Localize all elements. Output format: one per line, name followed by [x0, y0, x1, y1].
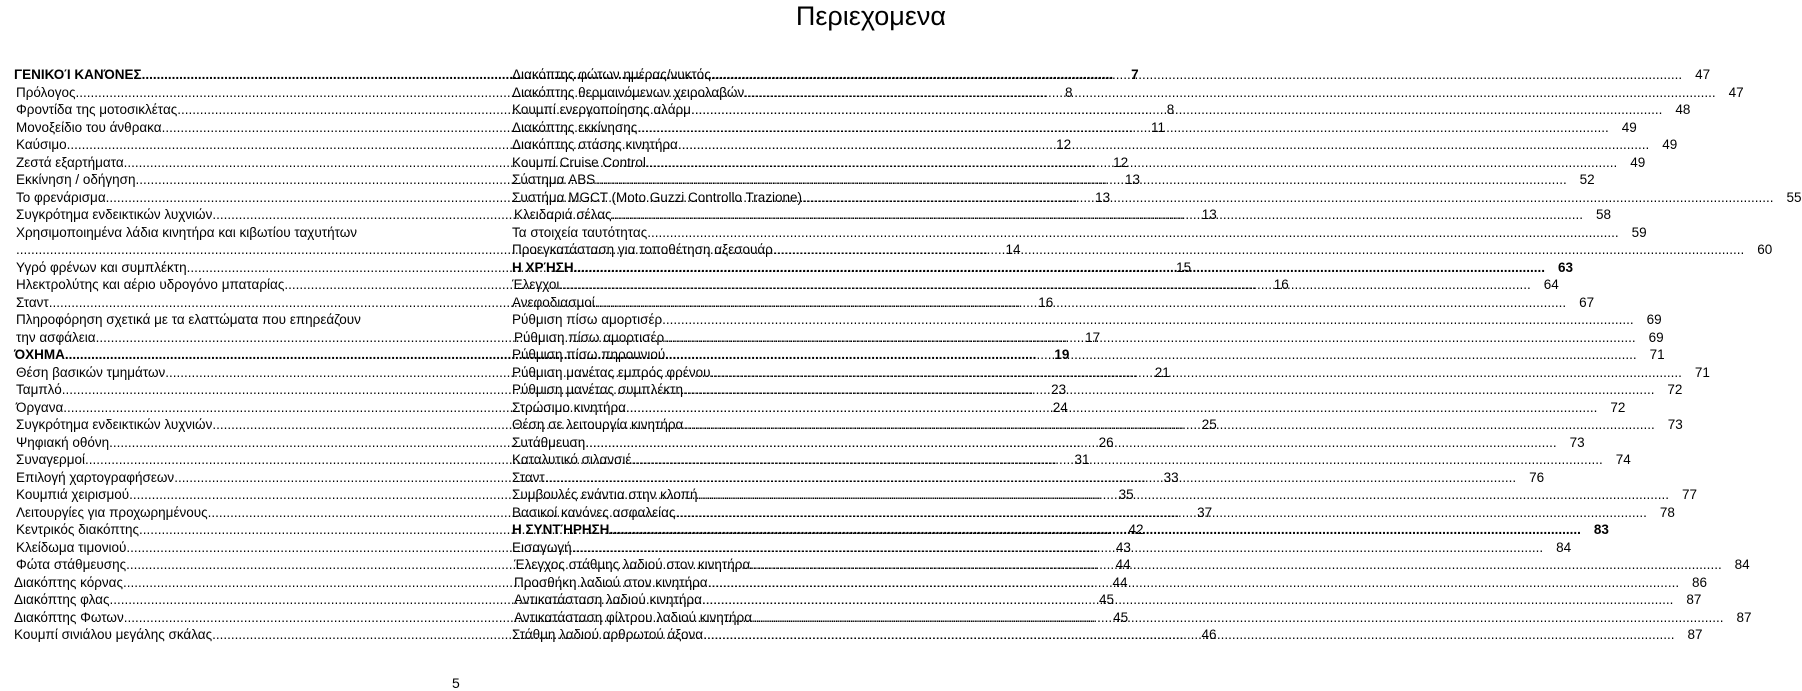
toc-entry-title: Διακόπτης φώτων ημέρας/νυκτός	[512, 67, 711, 82]
toc-entry-page: 59	[1631, 224, 1647, 240]
toc-entry-title: Έλεγχοι	[512, 277, 560, 292]
toc-entry-page: 60	[1757, 242, 1773, 257]
toc-entry-title: Εισαγωγή	[512, 539, 572, 555]
toc-entry-page: 14	[1005, 242, 1021, 257]
toc-entry-title: Όργανα	[16, 399, 64, 415]
toc-entry-page: 44	[1115, 557, 1131, 572]
toc-entry-title: Το φρενάρισμα	[16, 189, 106, 205]
toc-entry-title: Διακόπτης Φωτων	[14, 609, 124, 625]
toc-entry-title: Συγκρότημα ενδεικτικών λυχνιών	[16, 417, 213, 432]
toc-entry-page: 47	[1728, 84, 1744, 100]
toc-leader-dots	[637, 119, 1608, 137]
toc-entry-title: την ασφάλεια	[16, 329, 96, 345]
toc-leader-dots	[683, 416, 1654, 434]
toc-entry-title: Υγρό φρένων και συμπλέκτη	[16, 259, 187, 275]
toc-entry-title: Η ΣΥΝΤΉΡΗΣΗ	[512, 522, 610, 537]
toc-entry-page: 19	[1054, 347, 1070, 362]
toc-entry-title: Η ΧΡΉΣΗ	[512, 259, 574, 275]
toc-entry-page: 71	[1649, 347, 1665, 362]
toc-entry-title: Λειτουργίες για προχωρημένους	[16, 504, 208, 520]
toc-entry-title: Ανεφοδιασμοί	[512, 294, 595, 310]
toc-entry-page: 31	[1074, 452, 1090, 467]
toc-entry-title: ΌΧΗΜΑ	[14, 347, 65, 362]
toc-entry-page: 15	[1176, 259, 1192, 275]
toc-leader-dots	[572, 539, 1543, 557]
toc-leader-dots	[773, 241, 1744, 259]
toc-entry-title: Ρύθμιση πίσω αμορτισέρ	[512, 312, 663, 327]
toc-entry-title: Σταντ	[16, 294, 49, 310]
toc-entry-page: 21	[1154, 364, 1170, 380]
toc-entry-page: 16	[1038, 294, 1054, 310]
toc-entry-page: 13	[1124, 172, 1140, 187]
toc-entry-title: Ζεστά εξαρτήματα	[16, 154, 124, 170]
toc-entry-title: Θέση βασικών τμημάτων	[16, 364, 166, 380]
toc-entry-page: 49	[1662, 137, 1678, 152]
toc-entry-page: 87	[1686, 592, 1702, 607]
toc-entry-title: Ψηφιακή οθόνη	[16, 434, 110, 450]
toc-entry-title: Στάθμη λαδιού αρθρωτού άξονα	[512, 627, 704, 642]
toc-entry-title: Φώτα στάθμευσης	[16, 557, 127, 572]
toc-entry-page: 13	[1095, 189, 1111, 205]
toc-entry-title: Σταντ	[512, 469, 545, 485]
toc-leader-dots	[710, 364, 1681, 382]
toc-entry-page: 71	[1694, 364, 1710, 380]
toc-entry-title: ΓΕΝΙΚΟΊ ΚΑΝΌΝΕΣ	[14, 67, 142, 82]
toc-entry-title: Συγκρότημα ενδεικτικών λυχνιών	[16, 207, 213, 222]
toc-entry-page: 72	[1610, 399, 1626, 415]
toc-entry-title: Κουμπιά χειρισμού	[16, 487, 130, 502]
toc-entry-page: 72	[1667, 382, 1683, 397]
toc-entry-title: Επιλογή χαρτογραφήσεων	[16, 469, 175, 485]
toc-entry-page: 16	[1273, 277, 1289, 292]
toc-entry[interactable]	[512, 101, 1691, 119]
toc-entry-title: Προσθήκη λαδιού στον κινητήρα	[514, 574, 708, 590]
toc-entry-title: Συστήμα MGCT (Moto Guzzi Controllo Trazione)	[512, 189, 803, 205]
toc-entry-title: Κουμπί Cruise Control	[512, 154, 646, 170]
toc-leader-dots	[675, 504, 1646, 522]
toc-entry-page: 55	[1786, 189, 1802, 205]
toc-leader-dots	[665, 346, 1636, 364]
toc-entry-page: 83	[1593, 522, 1609, 537]
toc-leader-dots	[545, 469, 1516, 487]
toc-entry-page: 24	[1052, 399, 1068, 415]
toc-leader-dots	[678, 136, 1649, 154]
toc-entry-title: Ρύθμιση πίσω αμορτισέρ	[514, 329, 665, 345]
toc-entry[interactable]	[512, 224, 1647, 242]
toc-entry-page: 78	[1659, 504, 1675, 520]
toc-leader-dots	[595, 171, 1566, 189]
toc-leader-dots	[702, 591, 1673, 609]
toc-entry-title: Ρύθμιση πίσω πηρουνιού	[512, 347, 666, 362]
toc-entry-page: 87	[1687, 627, 1703, 642]
toc-entry-page: 67	[1579, 294, 1595, 310]
toc-entry-page: 76	[1529, 469, 1545, 485]
toc-entry-title: Χρησιμοποιημένα λάδια κινητήρα και κιβωτίου ταχυτήτων	[16, 224, 358, 240]
toc-entry-title: Θέση σε λειτουργία κινητήρα	[512, 417, 684, 432]
toc-entry[interactable]	[512, 311, 1662, 329]
toc-entry[interactable]	[512, 66, 1711, 84]
toc-entry-page: 45	[1113, 609, 1129, 625]
toc-entry-title: Διακόπτης κόρνας	[14, 574, 123, 590]
toc-entry-title: Καύσιμο	[16, 137, 67, 152]
toc-entry-page: 64	[1543, 277, 1559, 292]
toc-entry-title: Κλειδαριά σέλας	[514, 207, 612, 222]
toc-entry-title: Ταμπλό	[16, 382, 62, 397]
toc-entry-title: Μονοξείδιο του άνθρακα	[16, 119, 162, 135]
toc-leader-dots	[631, 451, 1602, 469]
toc-entry-page: 63	[1558, 259, 1574, 275]
toc-entry-title: Συναγερμοί	[16, 452, 86, 467]
toc-entry-page: 35	[1118, 487, 1134, 502]
toc-entry-title: Αντικατάσταση φίλτρου λαδιού κινητήρα	[514, 609, 753, 625]
toc-entry-page: 52	[1579, 172, 1595, 187]
toc-entry-title: Καταλυτικό σιλανσιέ	[512, 452, 632, 467]
toc-entry-page: 73	[1569, 434, 1585, 450]
toc-entry-page: 47	[1695, 67, 1711, 82]
toc-entry-page: 37	[1197, 504, 1213, 520]
toc-leader-dots	[744, 84, 1715, 102]
toc-leader-dots	[691, 101, 1662, 119]
toc-entry-title: Ρύθμιση μανέτας συμπλέκτη	[512, 382, 683, 397]
toc-entry-page: 73	[1667, 417, 1683, 432]
toc-leader-dots	[683, 381, 1654, 399]
toc-entry-page: 13	[1201, 207, 1217, 222]
toc-leader-dots	[612, 206, 1583, 224]
toc-entry-title: Προεγκατάσταση για τοποθέτηση αξεσουάρ	[512, 242, 773, 257]
toc-leader-dots	[711, 66, 1682, 84]
toc-entry-title: Εκκίνηση / οδήγηση	[16, 172, 136, 187]
toc-leader-dots	[595, 294, 1566, 312]
toc-entry-title: Στρώσιμο κινητήρα	[512, 399, 626, 415]
toc-leader-dots	[574, 259, 1545, 277]
toc-entry-page: 49	[1621, 119, 1637, 135]
toc-entry-page: 45	[1098, 592, 1114, 607]
toc-entry-title: Πρόλογος	[16, 84, 76, 100]
toc-leader-dots	[752, 609, 1723, 627]
toc-entry-page: 7	[1131, 67, 1139, 82]
toc-leader-dots	[609, 521, 1580, 539]
toc-entry-page: 25	[1201, 417, 1217, 432]
toc-entry-title: Βασικοί κανόνες ασφαλείας	[512, 504, 676, 520]
toc-entry-page: 86	[1692, 574, 1708, 590]
toc-entry-page: 77	[1681, 487, 1697, 502]
toc-entry-page: 26	[1098, 434, 1114, 450]
toc-entry-title: Συμβουλές ενάντια στην κλοπή	[512, 487, 698, 502]
toc-entry-page: 8	[1064, 84, 1073, 100]
toc-entry-title: Πληροφόρηση σχετικά με τα ελαττώματα που επηρεάζουν	[16, 312, 361, 327]
toc-leader-dots	[646, 154, 1617, 172]
toc-entry[interactable]	[512, 84, 1744, 102]
toc-entry-page: 44	[1112, 574, 1128, 590]
toc-leader-dots	[585, 434, 1556, 452]
toc-leader-dots	[708, 574, 1679, 592]
toc-entry-page: 87	[1736, 609, 1752, 625]
toc-leader-dots	[750, 556, 1721, 574]
toc-entry-page: 58	[1595, 207, 1611, 222]
toc-leader-dots	[698, 486, 1669, 504]
toc-leader-dots	[559, 276, 1530, 294]
toc-leader-dots	[703, 626, 1674, 644]
toc-entry-title: Κλείδωμα τιμονιού	[16, 539, 127, 555]
toc-leader-dots	[647, 224, 1618, 242]
toc-entry-page: 84	[1734, 557, 1750, 572]
toc-entry-title: Ρύθμιση μανέτας εμπρός φρένου	[512, 364, 711, 380]
toc-entry-page: 42	[1128, 522, 1144, 537]
toc-entry-title: Συτάθμευση	[512, 434, 586, 450]
toc-entry-page: 46	[1201, 627, 1217, 642]
toc-entry-title: Διακόπτης εκκίνησης	[512, 119, 638, 135]
toc-entry-title: Κεντρικός διακόπτης	[16, 522, 140, 537]
toc-entry-title: Αντικατάσταση λαδιού κινητήρα	[514, 592, 702, 607]
toc-entry-title: Σύστημα ABS	[512, 172, 596, 187]
toc-entry-title: Κουμπί σινιάλου μεγάλης σκάλας	[14, 627, 213, 642]
toc-entry-page: 43	[1115, 539, 1131, 555]
toc-entry-title: Διακόπτης θερμαινόμενων χειρολαβών	[512, 84, 745, 100]
toc-entry-page: 69	[1648, 329, 1664, 345]
toc-leader-dots	[662, 311, 1633, 329]
toc-entry-page: 12	[1113, 154, 1129, 170]
toc-entry-page: 33	[1163, 469, 1179, 485]
toc-entry[interactable]	[14, 224, 456, 242]
toc-entry-page: 17	[1085, 329, 1101, 345]
toc-entry-page: 8	[1166, 102, 1175, 117]
toc-leader-dots	[626, 399, 1597, 417]
toc-entry-title: Ηλεκτρολύτης και αέριο υδρογόνο μπαταρίας	[16, 277, 285, 292]
toc-entry-page: 74	[1615, 452, 1631, 467]
toc-entry-title: Τα στοιχεία ταυτότητας	[512, 224, 648, 240]
toc-entry-page: 84	[1556, 539, 1572, 555]
toc-entry-title: Φροντίδα της μοτοσικλέτας	[16, 102, 178, 117]
toc-entry-page: 69	[1646, 312, 1662, 327]
toc-leader-dots	[664, 329, 1635, 347]
toc-entry-page: 49	[1630, 154, 1646, 170]
page-number: 5	[452, 675, 460, 691]
toc-entry[interactable]	[14, 311, 456, 329]
toc-entry-title: Έλεγχος στάθμης λαδιού στον κινητήρα	[514, 557, 751, 572]
toc-entry-page: 12	[1056, 137, 1072, 152]
toc-entry-title: Κουμπί ενεργοποίησης αλάρμ	[512, 102, 691, 117]
toc-entry-title: Διακόπτης στάσης κινητήρα	[512, 137, 678, 152]
toc-leader-dots	[802, 189, 1773, 207]
toc-entry-title: Διακόπτης φλας	[14, 592, 110, 607]
toc-entry-page: 23	[1051, 382, 1067, 397]
toc-entry-page: 48	[1675, 102, 1691, 117]
toc-entry-page: 11	[1151, 119, 1166, 135]
page-title: Περιεχομενα	[795, 1, 946, 31]
